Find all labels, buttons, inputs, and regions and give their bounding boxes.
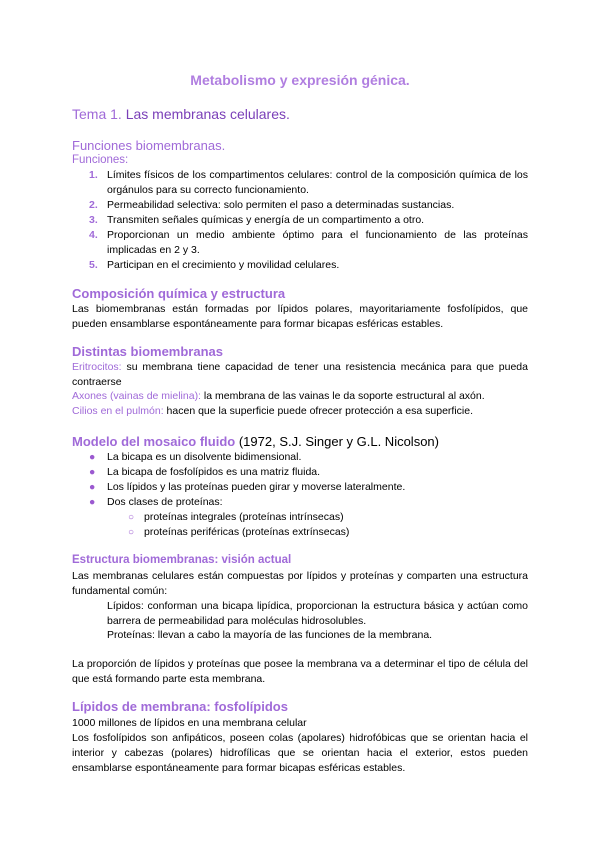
bullet-icon: ● [89, 466, 96, 478]
list-item [72, 258, 528, 273]
lipidos-line2: Los fosfolípidos son anfipáticos, poseen colas (apolares) hidrofóbicas que se orientan hacia el interior y cabezas (polares) hidrofílicas que se orientan hacia el exterior, estos pueden ensamblarse espontáneamente para formar bicapas esféricas estables. [72, 732, 528, 774]
item-text: Permeabilidad selectiva: solo permiten el paso a determinadas sustancias. [107, 199, 455, 211]
item-text: Dos clases de proteínas: [107, 496, 223, 508]
item-text: Límites físicos de los compartimentos celulares: control de la composición química de los orgánulos para su correcto funcionamiento. [107, 169, 528, 196]
tema-title: Las membranas celulares. [125, 106, 290, 122]
item-text: Participan en el crecimiento y movilidad celulares. [107, 259, 340, 271]
eritrocitos-desc: su membrana tiene capacidad de tener una resistencia mecánica para que pueda contraerse [72, 361, 528, 388]
tema-heading [72, 106, 290, 122]
axones-desc: la membrana de las vainas le da soporte estructural al axón. [200, 390, 485, 402]
document-title: Metabolismo y expresión génica. [190, 72, 410, 88]
tema-number: Tema 1. [72, 106, 122, 122]
item-text: Transmiten señales químicas y energía de un compartimento a otro. [107, 214, 425, 226]
eritrocitos-text [72, 360, 528, 390]
list-item [72, 450, 528, 465]
list-item [72, 168, 528, 198]
lipidos-heading: Lípidos de membrana: fosfolípidos [72, 699, 288, 714]
axones-text [72, 389, 528, 404]
cilios-desc: hacen que la superficie puede ofrecer protección a esa superficie. [163, 405, 473, 417]
bullet-icon: ● [89, 481, 96, 493]
composicion-text: Las biomembranas están formadas por lípidos polares, mayoritariamente fosfolípidos, que pueden ensamblarse espontáneamente para formar bicapas esféricas estables. [72, 303, 528, 330]
list-item [72, 495, 528, 510]
item-text: proteínas periféricas (proteínas extrínsecas) [144, 526, 350, 538]
mosaico-list [72, 450, 528, 540]
estructura-proteinas: Proteínas: llevan a cabo la mayoría de las funciones de la membrana. [107, 629, 433, 641]
cilios-label: Cilios en el pulmón: [72, 405, 164, 417]
list-item [72, 525, 528, 540]
list-item [72, 228, 528, 258]
estructura-intro: Las membranas celulares están compuestas por lípidos y proteínas y comparten una estructura fundamental común: [72, 570, 528, 597]
distintas-heading: Distintas biomembranas [72, 344, 223, 359]
item-number: 4. [89, 229, 98, 241]
estructura-lipidos: Lípidos: conforman una bicapa lipídica, proporcionan la estructura básica y actúan como barrera de permeabilidad para moléculas hidrosolubles. [107, 600, 528, 627]
item-number: 5. [89, 259, 98, 271]
funciones-heading: Funciones biomembranas. [72, 138, 226, 153]
bullet-icon: ● [89, 451, 96, 463]
mosaico-citation: (1972, S.J. Singer y G.L. Nicolson) [235, 434, 439, 449]
item-text: La bicapa es un disolvente bidimensional. [107, 451, 302, 463]
estructura-heading: Estructura biomembranas: visión actual [72, 554, 292, 566]
list-item [72, 465, 528, 480]
item-text: La bicapa de fosfolípidos es una matriz fluida. [107, 466, 321, 478]
list-item [72, 480, 528, 495]
item-text: Proporcionan un medio ambiente óptimo para el funcionamiento de las proteínas implicadas en 2 y 3. [107, 229, 528, 256]
lipidos-line1: 1000 millones de lípidos en una membrana celular [72, 717, 307, 729]
list-item [72, 510, 528, 525]
circle-bullet-icon: ○ [128, 512, 135, 523]
funciones-subheading: Funciones: [72, 154, 129, 166]
axones-label: Axones (vainas de mielina): [72, 390, 201, 402]
item-number: 1. [89, 169, 98, 181]
circle-bullet-icon: ○ [128, 527, 135, 538]
bullet-icon: ● [89, 496, 96, 508]
list-item [72, 198, 528, 213]
item-number: 2. [89, 199, 98, 211]
item-number: 3. [89, 214, 98, 226]
item-text: proteínas integrales (proteínas intrínsecas) [144, 511, 344, 523]
funciones-list [72, 168, 528, 273]
estructura-proporcion: La proporción de lípidos y proteínas que posee la membrana va a determinar el tipo de célula del que está formando parte esta membrana. [72, 658, 528, 685]
eritrocitos-label: Eritrocitos: [72, 361, 122, 373]
cilios-text [72, 404, 528, 419]
item-text: Los lípidos y las proteínas pueden girar y moverse lateralmente. [107, 481, 406, 493]
mosaico-title: Modelo del mosaico fluido [72, 434, 236, 449]
mosaico-heading [72, 434, 439, 449]
composicion-heading: Composición química y estructura [72, 286, 286, 301]
list-item [72, 213, 528, 228]
